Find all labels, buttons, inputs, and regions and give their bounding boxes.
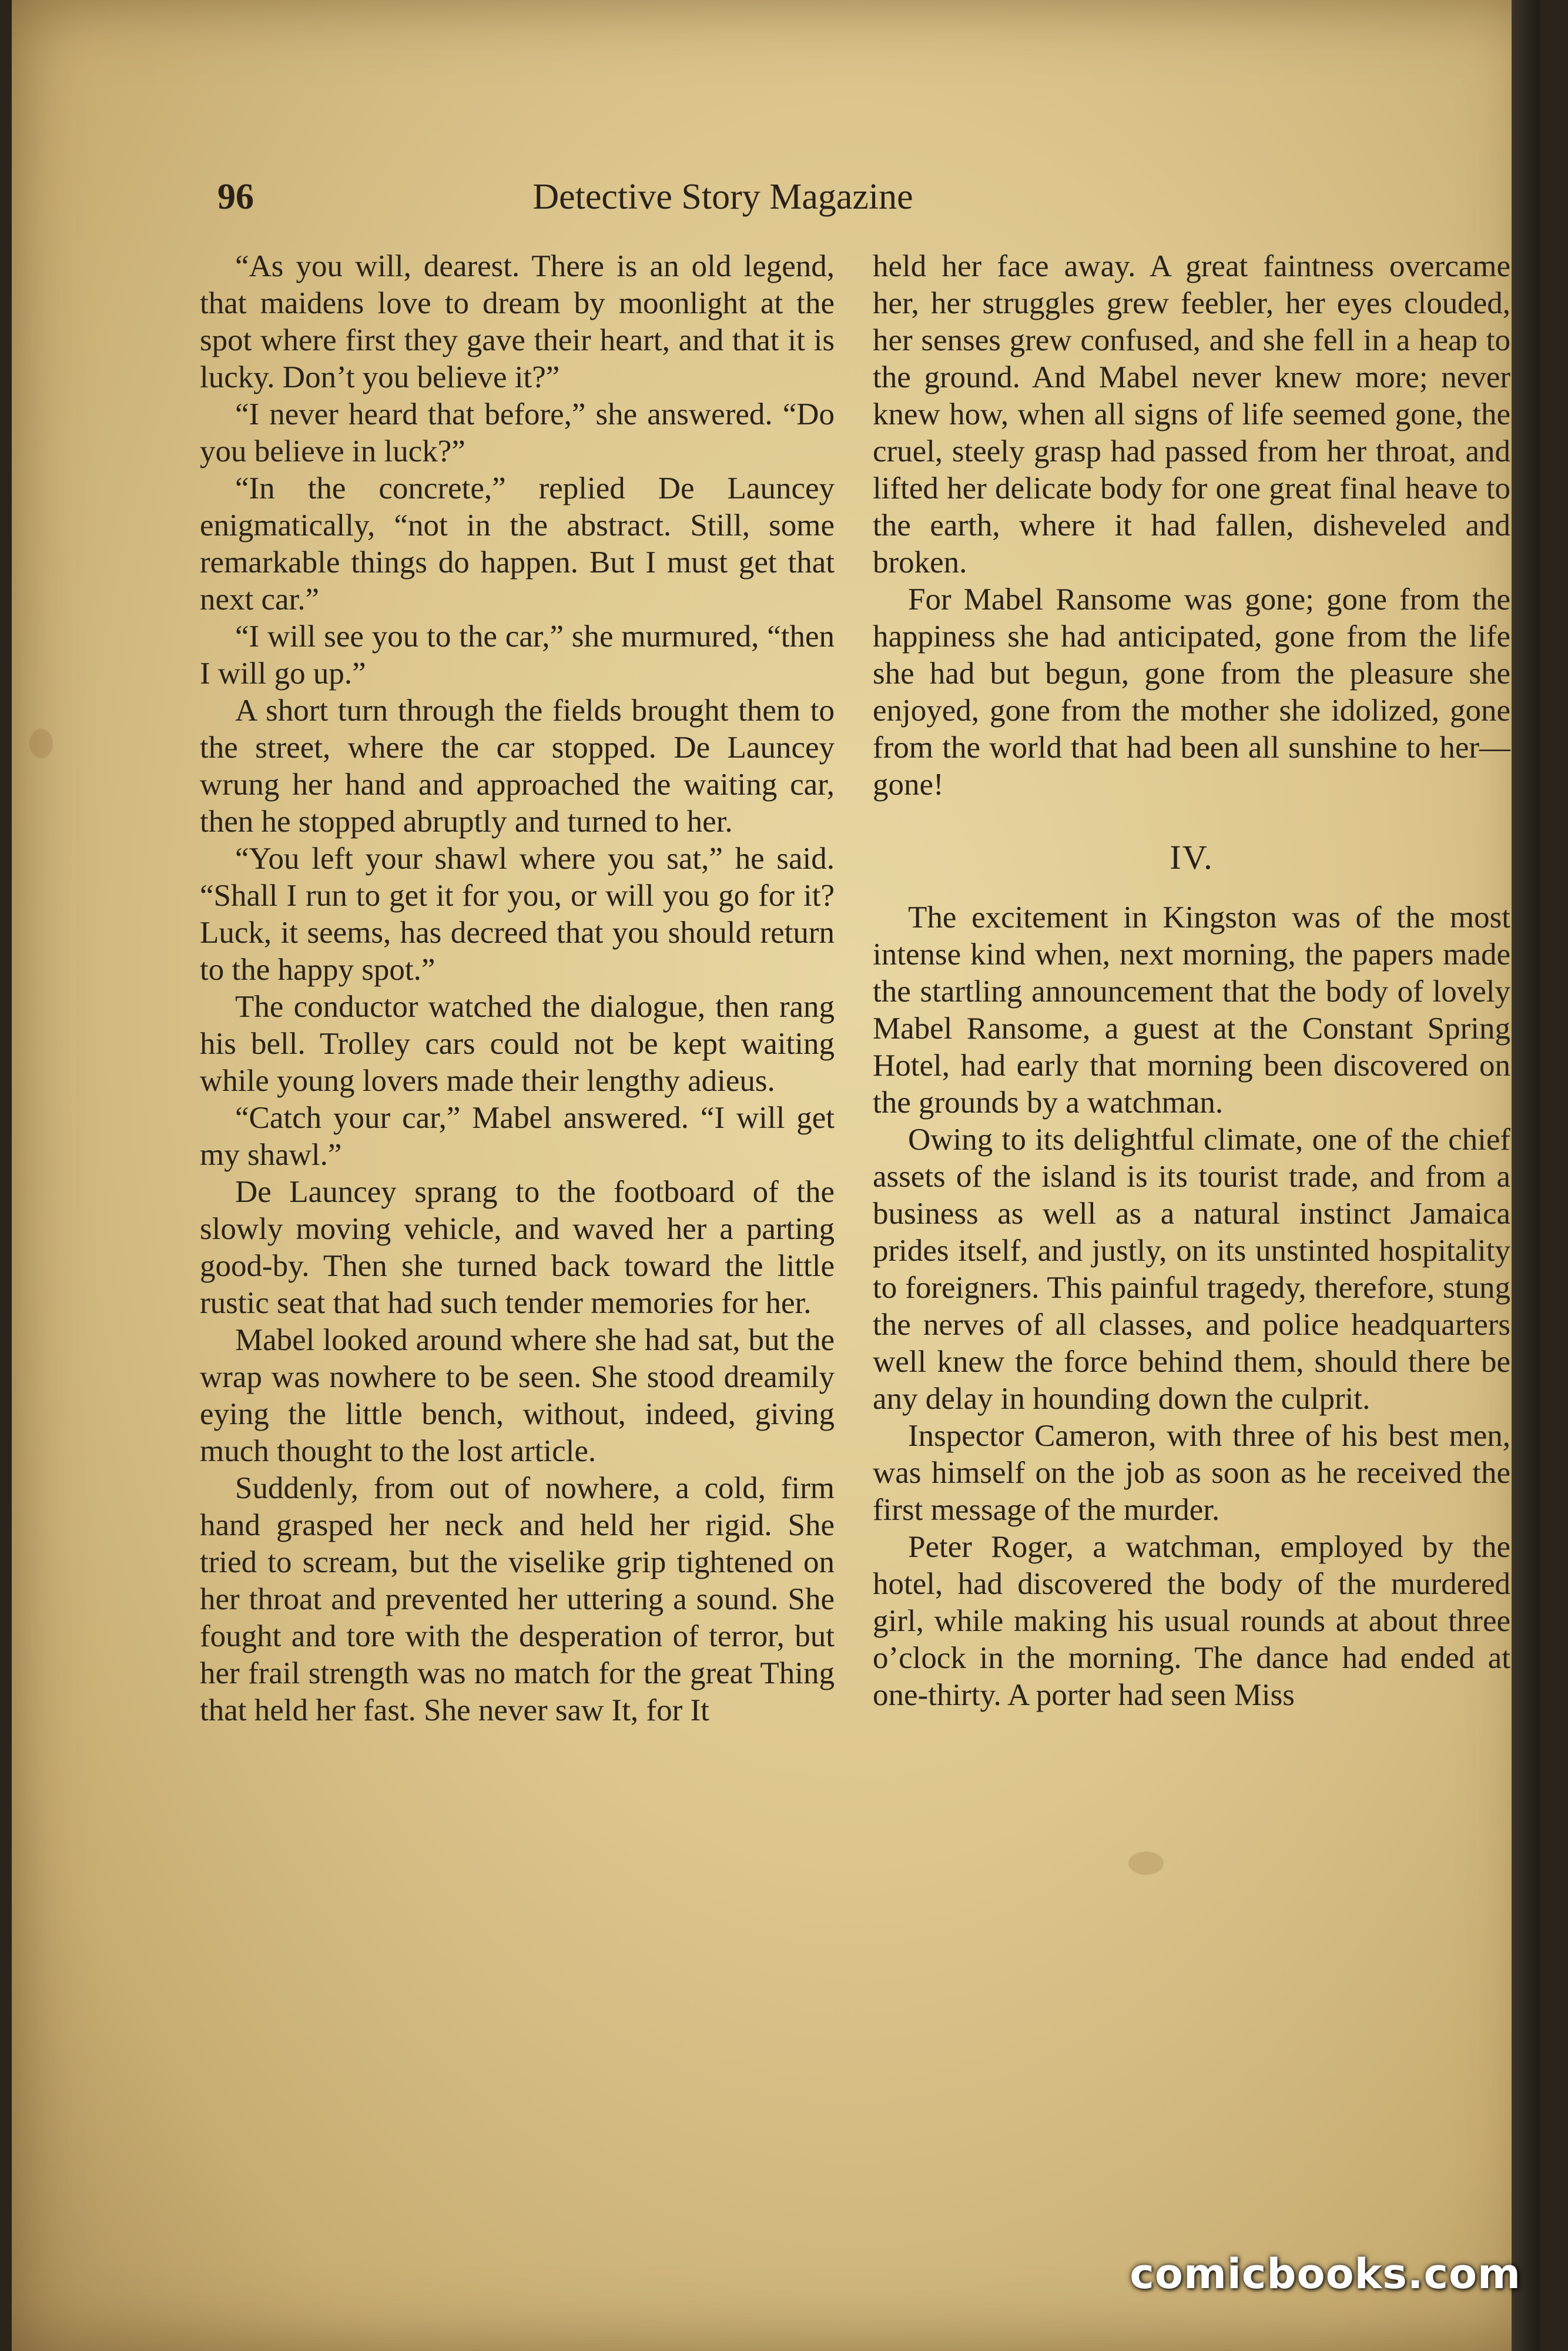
body-paragraph: “I will see you to the car,” she murmured, “then I will go up.” [200, 619, 835, 691]
site-watermark: comicbooks.com [1130, 2250, 1521, 2298]
binding-spine [1512, 0, 1540, 2351]
body-paragraph: Owing to its delightful climate, one of the chief assets of the island is its tourist trade, and from a business as well as a natural instinct Jamaica prides itself, and justly, on its unstinted hospitality to foreigners. This painful tragedy, therefore, stung the nerves of all classes, and police headquarters well knew the force behind them, should there be any delay in hounding down the culprit. [873, 1123, 1510, 1416]
body-paragraph: “I never heard that before,” she answered. “Do you believe in luck?” [200, 397, 835, 468]
body-paragraph: The conductor watched the dialogue, then rang his bell. Trolley cars could not be kept waiting while young lovers made their lengthy adieus. [200, 990, 835, 1098]
page-number: 96 [217, 177, 254, 217]
body-paragraph: held her face away. A great faintness overcame her, her struggles grew feebler, her eyes clouded, her senses grew confused, and she fell in a heap to the ground. And Mabel never knew more; never knew how, when all signs of life seemed gone, the cruel, steely grasp had passed from her throat, and lifted her delicate body for one great final heave to the earth, where it had fallen, disheveled and broken. [873, 249, 1510, 580]
paper-stain [29, 729, 53, 758]
body-paragraph: A short turn through the fields brought them to the street, where the car stopped. De Launcey wrung her hand and approached the waiting car, then he stopped abruptly and turned to her. [200, 694, 835, 839]
running-title: Detective Story Magazine [532, 177, 913, 217]
right-text-column [873, 248, 1510, 2141]
section-heading: IV. [1170, 838, 1214, 876]
body-paragraph: “Catch your car,” Mabel answered. “I will get my shawl.” [200, 1101, 835, 1172]
body-paragraph: For Mabel Ransome was gone; gone from the happiness she had anticipated, gone from the life she had but begun, gone from the pleasure she enjoyed, gone from the mother she idolized, gone from the world that had been all sunshine to her—gone! [873, 582, 1510, 802]
body-paragraph: “You left your shawl where you sat,” he said. “Shall I run to get it for you, or will you go for it? Luck, it seems, has decreed that you should return to the happy spot.” [200, 842, 835, 987]
body-paragraph: “In the concrete,” replied De Launcey enigmatically, “not in the abstract. Still, some remarkable things do happen. But I must get that next car.” [200, 471, 835, 617]
right-column-before-section [873, 248, 1510, 803]
magazine-page [12, 0, 1540, 2351]
body-paragraph: Inspector Cameron, with three of his best men, was himself on the job as soon as he received the first message of the murder. [873, 1419, 1510, 1527]
body-paragraph: Peter Roger, a watchman, employed by the hotel, had discovered the body of the murdered girl, while making his usual rounds at about three o’clock in the morning. The dance had ended at one-thirty. A porter had seen Miss [873, 1530, 1510, 1712]
body-paragraph: De Launcey sprang to the footboard of the slowly moving vehicle, and waved her a parting good-by. Then she turned back toward the little rustic seat that had such tender memories for her. [200, 1175, 835, 1320]
left-text-column [200, 248, 835, 2141]
body-paragraph: The excitement in Kingston was of the most intense kind when, next morning, the papers made the startling announcement that the body of lovely Mabel Ransome, a guest at the Constant Spring Hotel, had early that morning been discovered on the grounds by a watchman. [873, 900, 1510, 1120]
body-paragraph: Suddenly, from out of nowhere, a cold, firm hand grasped her neck and held her rigid. She tried to scream, but the viselike grip tightened on her throat and prevented her uttering a sound. She fought and tore with the desperation of terror, but her frail strength was no match for the great Thing that held her fast. She never saw It, for It [200, 1471, 835, 1727]
right-column-after-section [873, 899, 1510, 1714]
body-paragraph: “As you will, dearest. There is an old legend, that maidens love to dream by moonlight at the spot where first they gave their heart, and that it is lucky. Don’t you believe it?” [200, 249, 835, 394]
body-paragraph: Mabel looked around where she had sat, but the wrap was nowhere to be seen. She stood dreamily eying the little bench, without, indeed, giving much thought to the lost article. [200, 1323, 835, 1468]
page-header [188, 176, 1117, 229]
